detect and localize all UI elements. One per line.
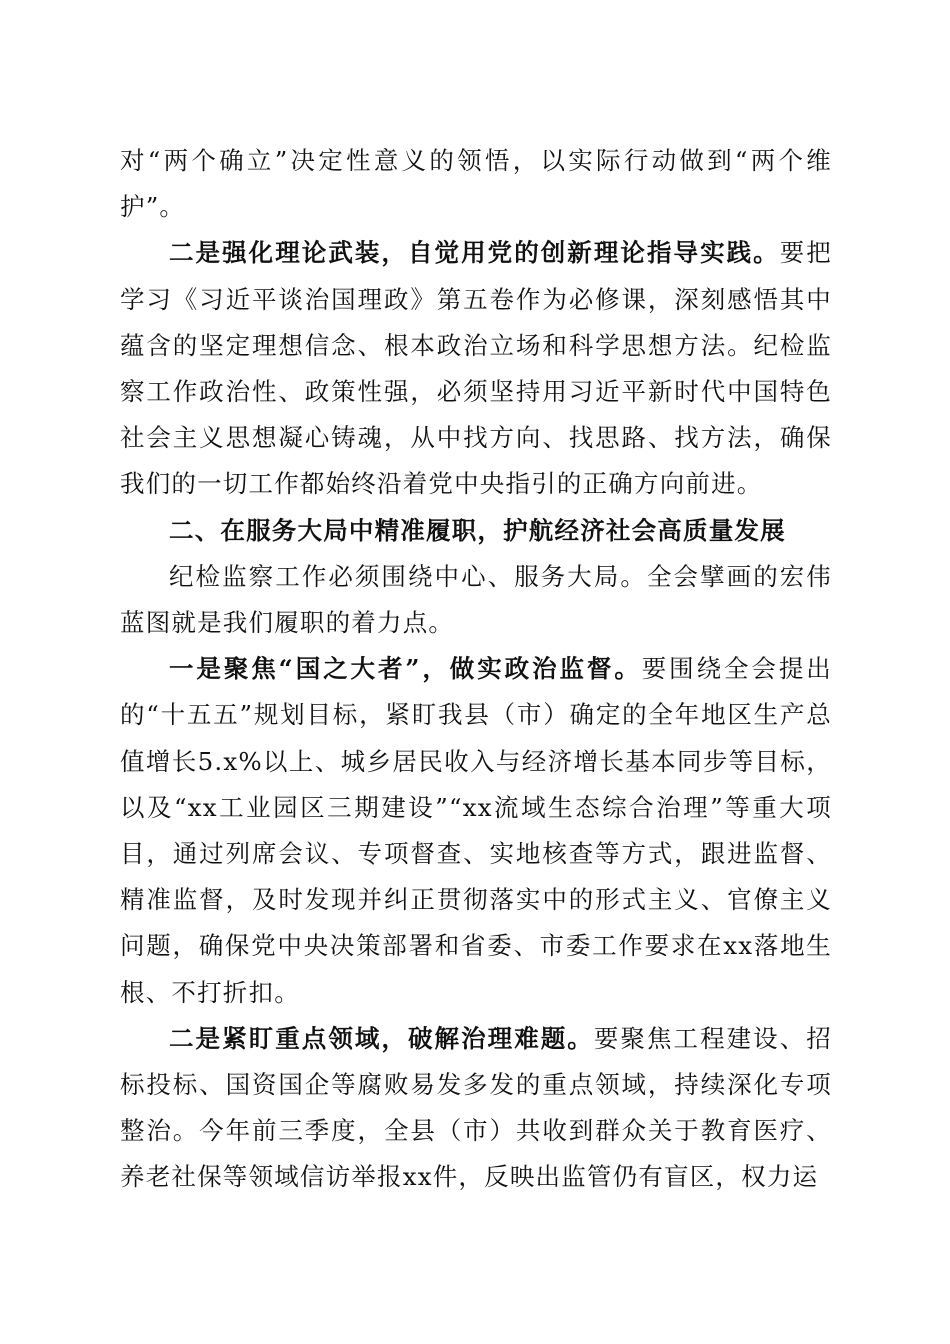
paragraph-body: 要把学习《习近平谈治国理政》第五卷作为必修课，深刻感悟其中蕴含的坚定理想信念、根本政治立场和科学思想方法。纪检监察工作政治性、政策性强，必须坚持用习近平新时代中国特色社会主义思想凝心铸魂，从中找方向、找思路、找方法，确保我们的一切工作都始终沿着党中央指引的正确方向前进。 bbox=[120, 238, 832, 499]
paragraph-theory bbox=[120, 230, 832, 507]
paragraph-continued bbox=[120, 138, 832, 230]
paragraph-body: 纪检监察工作必须围绕中心、服务大局。全会擘画的宏伟蓝图就是我们履职的着力点。 bbox=[120, 561, 832, 638]
paragraph-lead: 二是强化理论武装，自觉用党的创新理论指导实践。 bbox=[169, 238, 780, 268]
paragraph-body: 要围绕全会提出的“十五五”规划目标，紧盯我县（市）确定的全年地区生产总值增长5.x%以上、城乡居民收入与经济增长基本同步等目标，以及“xx工业园区三期建设”“xx流域生态综合治理”等重大项目，通过列席会议、专项督查、实地核查等方式，跟进监督、精准监督，及时发现并纠正贯彻落实中的形式主义、官僚主义问题，确保党中央决策部署和省委、市委工作要求在xx落地生根、不打折扣。 bbox=[120, 654, 832, 1007]
paragraph-political-supervision bbox=[120, 646, 832, 1016]
paragraph-body: 对“两个确立”决定性意义的领悟，以实际行动做到“两个维护”。 bbox=[120, 146, 832, 222]
paragraph-lead: 一是聚焦“国之大者”，做实政治监督。 bbox=[169, 654, 642, 684]
paragraph-body: 要聚焦工程建设、招标投标、国资国企等腐败易发多发的重点领域，持续深化专项整治。今年前三季度，全县（市）共收到群众关于教育医疗、养老社保等领域信访举报xx件，反映出监管仍有盲区，权力运 bbox=[120, 1023, 832, 1192]
section-heading: 二、在服务大局中精准履职，护航经济社会高质量发展 bbox=[169, 515, 786, 545]
paragraph-key-areas bbox=[120, 1016, 832, 1201]
paragraph-lead: 二是紧盯重点领域，破解治理难题。 bbox=[169, 1023, 594, 1053]
document-page bbox=[120, 138, 832, 1201]
paragraph-intro bbox=[120, 554, 832, 646]
